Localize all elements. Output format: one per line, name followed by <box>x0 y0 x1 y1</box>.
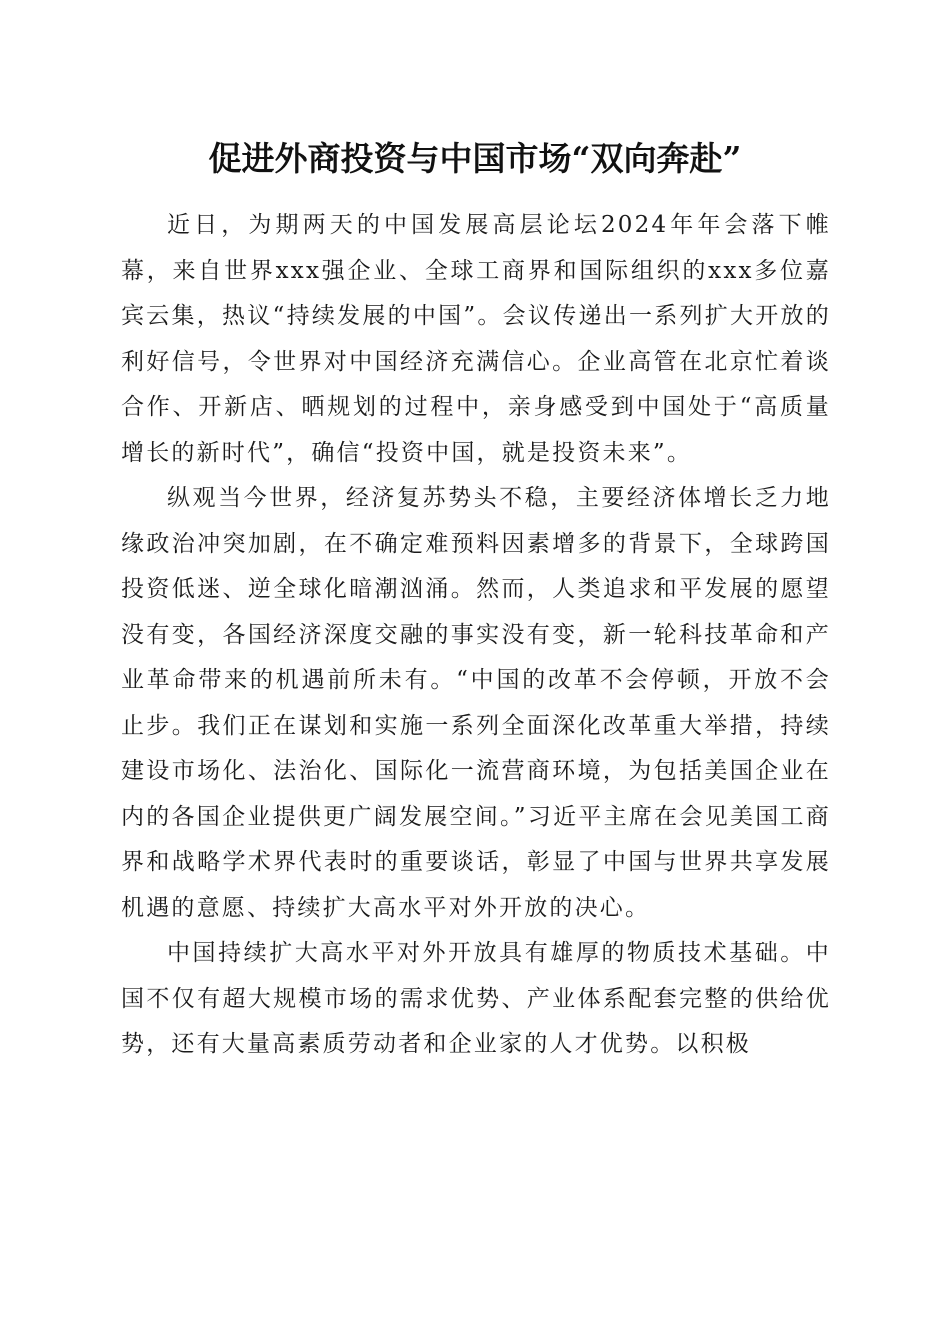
document-body <box>121 203 831 1068</box>
paragraph: 中国持续扩大高水平对外开放具有雄厚的物质技术基础。中国不仅有超大规模市场的需求优势、产业体系配套完整的供给优势，还有大量高素质劳动者和企业家的人才优势。以积极 <box>121 940 831 1057</box>
document-title: 促进外商投资与中国市场“双向奔赴” <box>208 139 742 178</box>
paragraph: 近日，为期两天的中国发展高层论坛2024年年会落下帷幕，来自世界xxx强企业、全球工商界和国际组织的xxx多位嘉宾云集，热议“持续发展的中国”。会议传递出一系列扩大开放的利好信号，令世界对中国经济充满信心。企业高管在北京忙着谈合作、开新店、晒规划的过程中，亲身感受到中国处于“高质量增长的新时代”，确信“投资中国，就是投资未来”。 <box>121 212 831 466</box>
paragraph: 纵观当今世界，经济复苏势头不稳，主要经济体增长乏力地缘政治冲突加剧，在不确定难预料因素增多的背景下，全球跨国投资低迷、逆全球化暗潮汹涌。然而，人类追求和平发展的愿望没有变，各国经济深度交融的事实没有变，新一轮科技革命和产业革命带来的机遇前所未有。“中国的改革不会停顿，开放不会止步。我们正在谋划和实施一系列全面深化改革重大举措，持续建设市场化、法治化、国际化一流营商环境，为包括美国企业在内的各国企业提供更广阔发展空间。”习近平主席在会见美国工商界和战略学术界代表时的重要谈话，彰显了中国与世界共享发展机遇的意愿、持续扩大高水平对外开放的决心。 <box>121 485 831 921</box>
